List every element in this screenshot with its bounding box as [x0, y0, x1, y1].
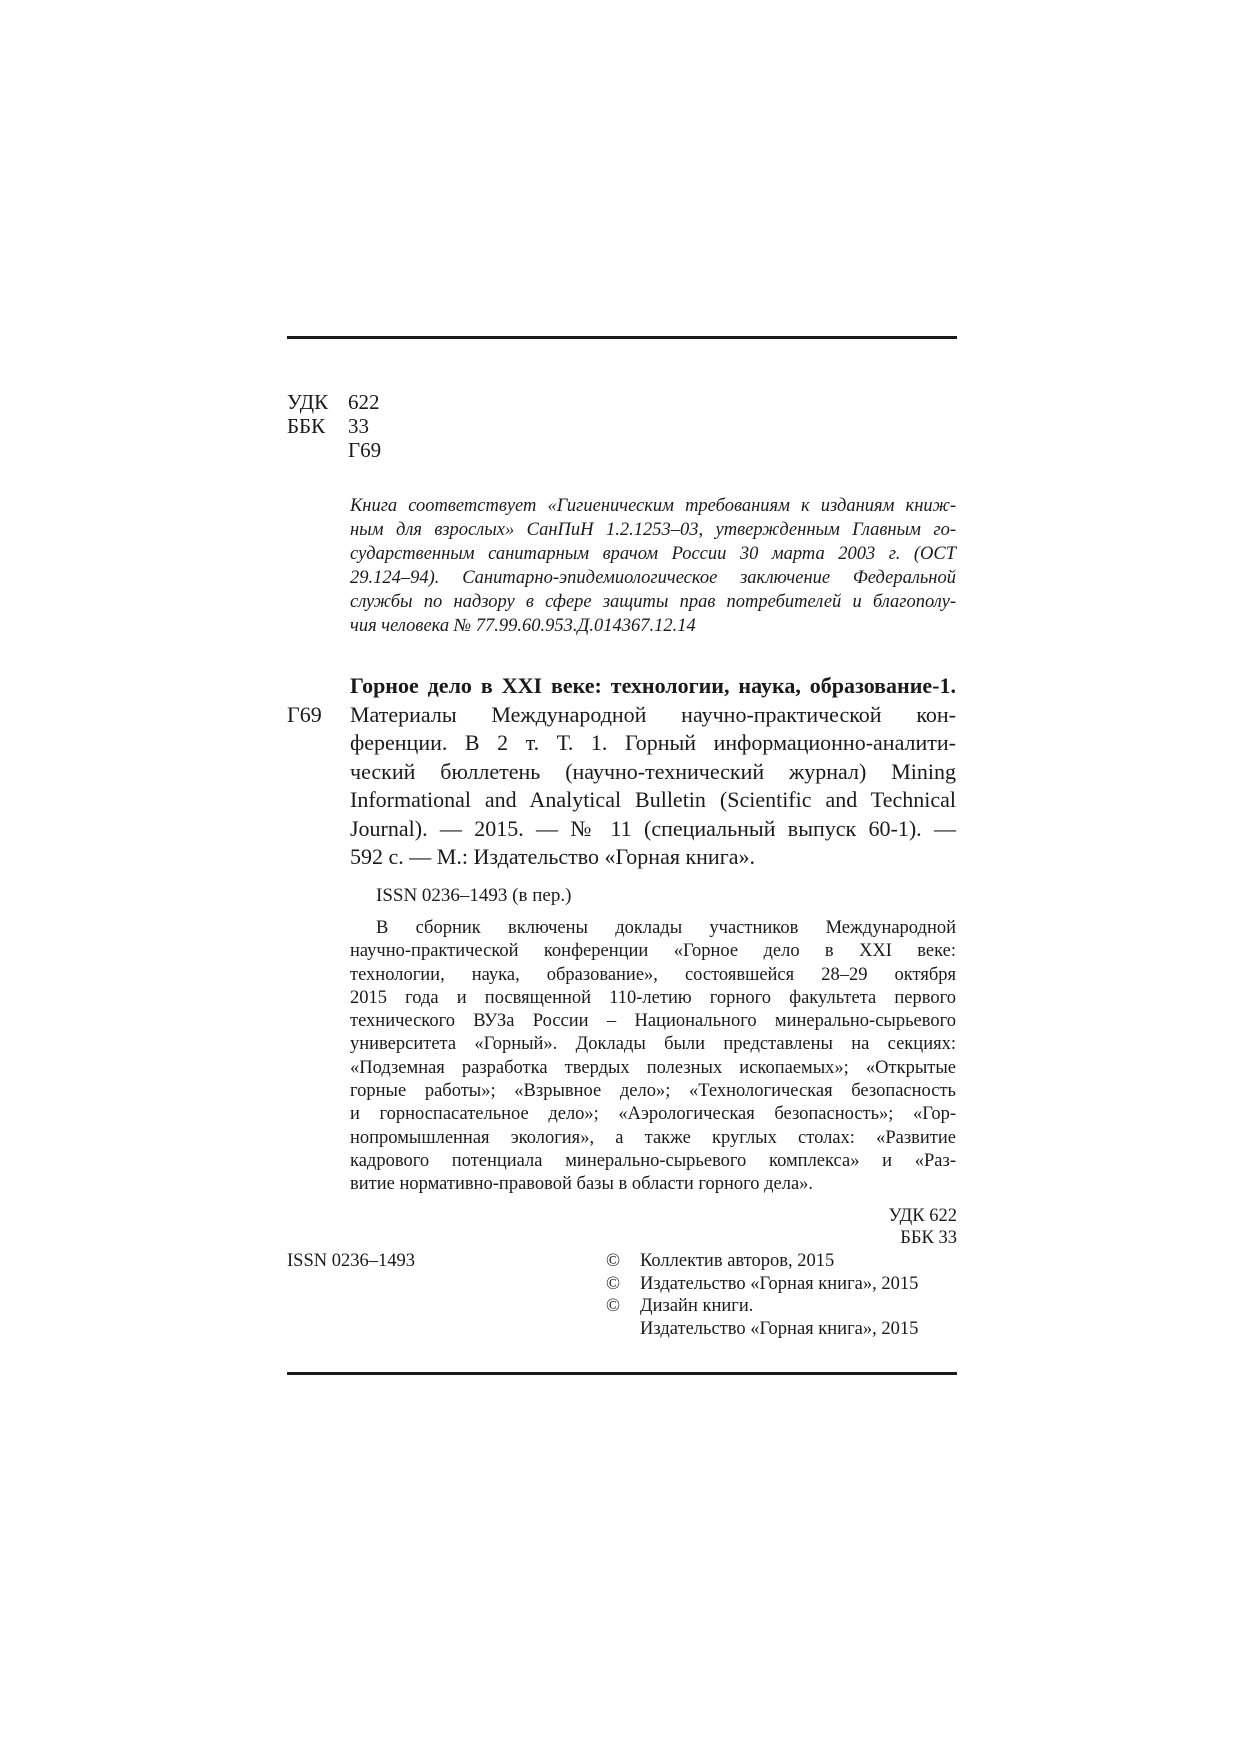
copyright-row — [606, 1250, 918, 1273]
annotation-line: технологии, наука, образование», состоявшейся 28–29 октября — [350, 964, 956, 985]
bib-line: Informational and Analytical Bulletin (Scientific and Technical — [350, 787, 956, 812]
bottom-rule — [287, 1372, 957, 1375]
annotation-line: «Подземная разработка твердых полезных ископаемых»; «Открытые — [350, 1057, 956, 1078]
author-sign: Г69 — [348, 438, 382, 462]
footer-udk: УДК 622 — [888, 1206, 957, 1226]
bib-line: ческий бюллетень (научно-технический журнал) Mining — [350, 758, 956, 784]
copyright-block — [606, 1250, 918, 1340]
issn-binding-line: ISSN 0236–1493 (в пер.) — [376, 885, 572, 906]
udk-row — [287, 390, 381, 414]
annotation-line: и горноспасательное дело»; «Аэрологическая безопасность»; «Гор- — [350, 1104, 956, 1125]
bib-line: Journal). — 2015. — № 11 (специальный выпуск 60-1). — — [350, 815, 956, 841]
notice-line: 29.124–94). Санитарно-эпидемиологическое заключение Федеральной — [350, 568, 956, 588]
annotation-line: 2015 года и посвященной 110-летию горного факультета первого — [350, 987, 956, 1008]
copyright-row — [606, 1318, 918, 1341]
copyright-symbol: © — [606, 1273, 621, 1294]
bibliographic-record — [350, 672, 956, 872]
udk-label: УДК — [287, 390, 329, 414]
footer-classification — [888, 1205, 957, 1249]
notice-line: чия человека № 77.99.60.953.Д.014367.12.14 — [350, 616, 696, 636]
notice-line: службы по надзору в сфере защиты прав потребителей и благополу- — [350, 592, 956, 612]
annotation — [350, 917, 956, 1197]
bib-author-sign: Г69 — [287, 702, 322, 727]
bib-line: 592 с. — М.: Издательство «Горная книга». — [350, 844, 755, 869]
bbk-label: ББК — [287, 414, 326, 438]
copyright-text: Коллектив авторов, 2015 — [640, 1251, 835, 1271]
hygiene-notice — [350, 494, 956, 638]
annotation-line: научно-практической конференции «Горное дело в XXI веке: — [350, 941, 956, 962]
copyright-row — [606, 1273, 918, 1296]
copyright-text: Дизайн книги. — [640, 1296, 754, 1316]
copyright-continuation: Издательство «Горная книга», 2015 — [640, 1318, 919, 1339]
bib-line: Материалы Международной научно-практической кон- — [350, 701, 956, 727]
notice-line: сударственным санитарным врачом России 30 марта 2003 г. (ОСТ — [350, 544, 956, 564]
copyright-symbol: © — [606, 1296, 621, 1316]
copyright-row — [606, 1295, 918, 1318]
copyright-symbol: © — [606, 1251, 621, 1271]
footer-issn: ISSN 0236–1493 — [287, 1251, 415, 1271]
udk-value: 622 — [348, 390, 380, 414]
annotation-line: нопромышленная экология», а также круглых столах: «Развитие — [350, 1127, 956, 1148]
book-title: Горное дело в XXI веке: технологии, наука, образование-1. — [350, 673, 956, 698]
bib-line: ференции. В 2 т. Т. 1. Горный информационно-аналити- — [350, 730, 956, 755]
annotation-line: витие нормативно-правовой базы в области горного дела». — [350, 1174, 814, 1195]
bbk-row — [287, 414, 381, 438]
footer-bbk: ББК 33 — [900, 1228, 957, 1248]
classification-block — [287, 390, 381, 462]
annotation-line: горные работы»; «Взрывное дело»; «Технологическая безопасность — [350, 1081, 956, 1102]
top-rule — [287, 336, 957, 339]
annotation-line: технического ВУЗа России – Национального минерально-сырьевого — [350, 1011, 956, 1032]
bbk-value: 33 — [348, 414, 369, 438]
annotation-line: В сборник включены доклады участников Международной — [376, 918, 956, 938]
copyright-text: Издательство «Горная книга», 2015 — [640, 1273, 919, 1294]
annotation-line: университета «Горный». Доклады были представлены на секциях: — [350, 1034, 956, 1055]
notice-line: Книга соответствует «Гигиеническим требованиям к изданиям книж- — [350, 496, 956, 516]
annotation-line: кадрового потенциала минерально-сырьевого комплекса» и «Раз- — [350, 1150, 956, 1171]
notice-line: ным для взрослых» СанПиН 1.2.1253–03, утвержденным Главным го- — [350, 520, 956, 540]
author-sign-row — [287, 438, 381, 462]
